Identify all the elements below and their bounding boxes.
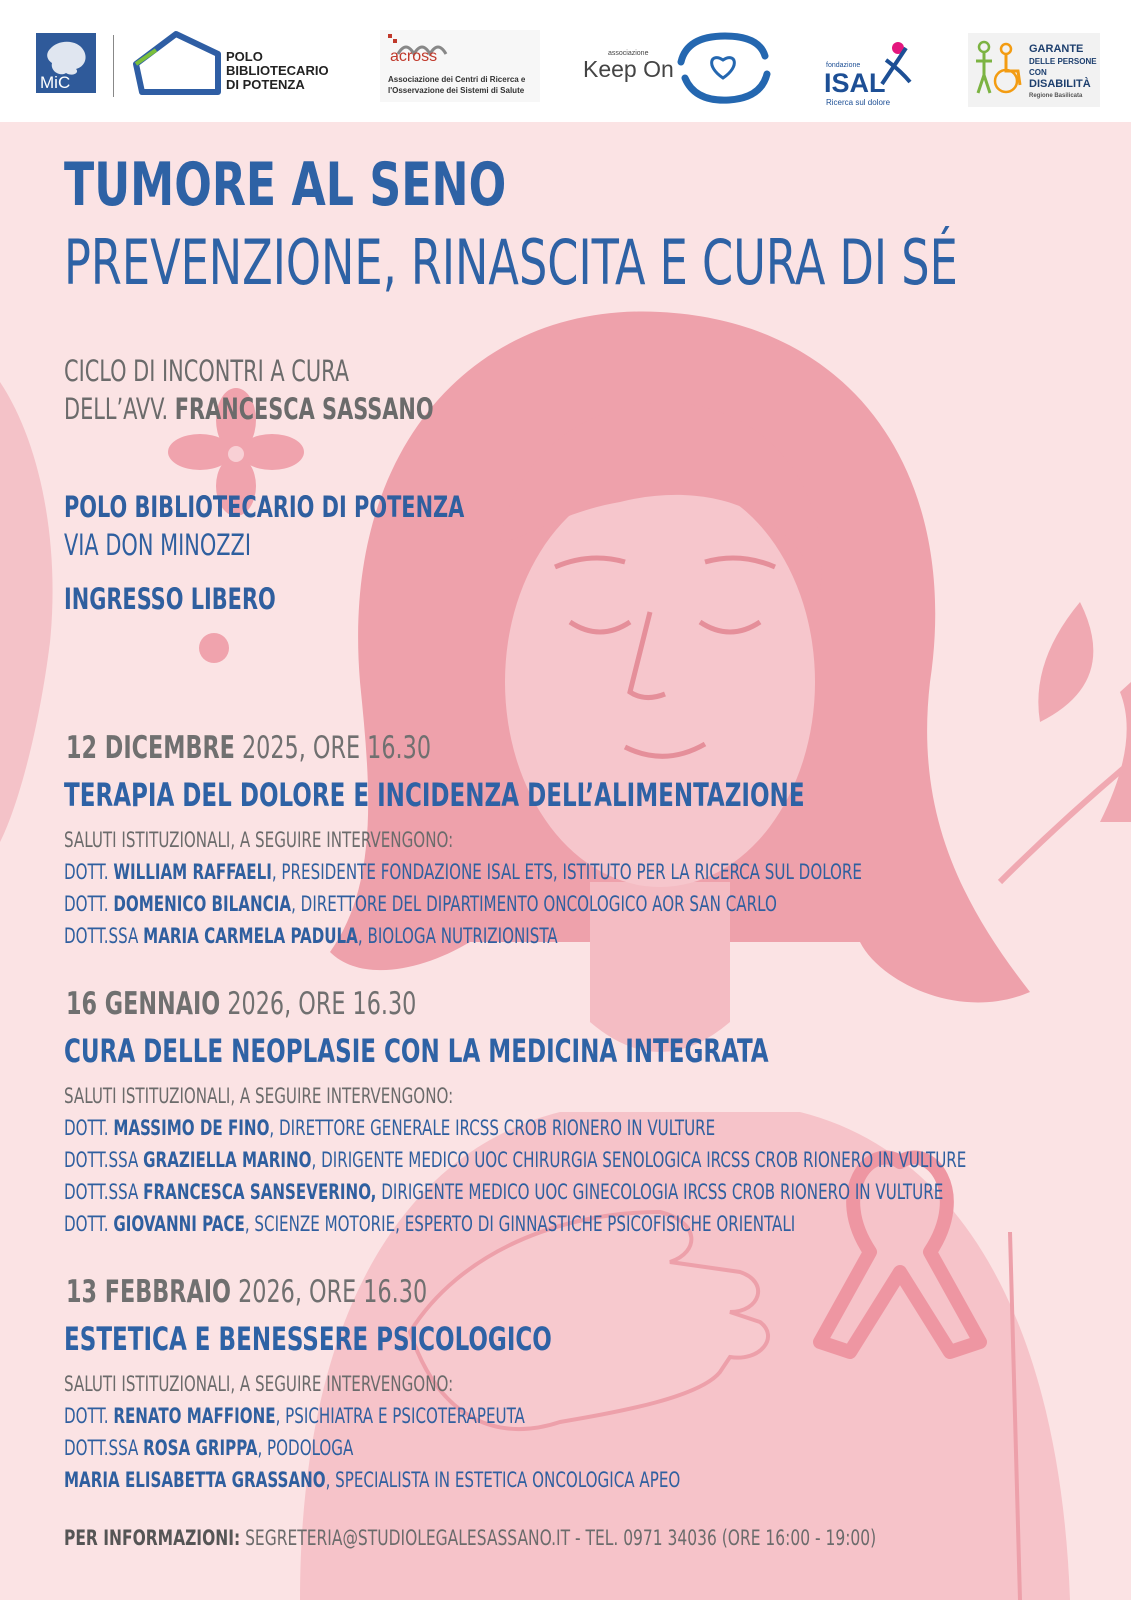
speaker-role: , DIRETTORE GENERALE IRCSS CROB RIONERO IN VULTURE xyxy=(269,1116,716,1140)
speaker-name: DOMENICO BILANCIA xyxy=(113,892,292,916)
speaker-role: , PRESIDENTE FONDAZIONE ISAL ETS, ISTITUTO PER LA RICERCA SUL DOLORE xyxy=(271,860,862,884)
venue-address: VIA DON MINOZZI xyxy=(64,528,252,562)
garante-line5: Regione Basilicata xyxy=(1029,93,1083,99)
speaker-row xyxy=(64,1180,943,1204)
keepon-small: associazione xyxy=(608,50,649,57)
contact-label: PER INFORMAZIONI: xyxy=(64,1526,241,1550)
speaker-role: DIRIGENTE MEDICO UOC GINECOLOGIA IRCSS CROB RIONERO IN VULTURE xyxy=(376,1180,944,1204)
speaker-role: , BIOLOGA NUTRIZIONISTA xyxy=(357,924,558,948)
isal-logo xyxy=(820,36,920,108)
event-date-day: 13 FEBBRAIO xyxy=(66,1274,232,1310)
logo-divider xyxy=(113,35,114,97)
flower-decoration xyxy=(168,388,304,663)
curator-name: FRANCESCA SASSANO xyxy=(174,392,434,426)
logo-bar xyxy=(0,0,1131,122)
across-desc-line1: Associazione dei Centri di Ricerca e xyxy=(388,75,526,84)
contact-info xyxy=(64,1526,876,1550)
polo-logo-line1: POLO xyxy=(226,49,263,64)
speaker-prefix: DOTT.SSA xyxy=(64,1180,144,1204)
keepon-name: Keep On xyxy=(583,56,674,82)
speaker-row xyxy=(64,1212,795,1236)
garante-logo xyxy=(968,33,1100,107)
mic-label: MiC xyxy=(40,73,71,92)
mic-logo xyxy=(36,33,96,93)
venue-name: POLO BIBLIOTECARIO DI POTENZA xyxy=(64,490,465,524)
face-shape xyxy=(505,477,815,887)
garante-line1: GARANTE xyxy=(1029,43,1084,55)
speaker-name: ROSA GRIPPA xyxy=(143,1436,258,1460)
speaker-prefix: DOTT.SSA xyxy=(64,1436,144,1460)
event-intro: SALUTI ISTITUZIONALI, A SEGUIRE INTERVENGONO: xyxy=(64,1084,454,1108)
speaker-role: , PODOLOGA xyxy=(257,1436,354,1460)
speaker-row xyxy=(64,1404,525,1428)
branch-decoration xyxy=(1000,602,1131,882)
poster xyxy=(0,122,1131,1600)
event-date-time: 2026, ORE 16.30 xyxy=(231,1274,428,1310)
speaker-role: , SCIENZE MOTORIE, ESPERTO DI GINNASTICHE PSICOFISICHE ORIENTALI xyxy=(244,1212,796,1236)
event-title: TERAPIA DEL DOLORE E INCIDENZA DELL’ALIMENTAZIONE xyxy=(64,776,805,814)
speaker-name: MASSIMO DE FINO xyxy=(113,1116,270,1140)
speaker-row xyxy=(64,1148,966,1172)
intro-line1: CICLO DI INCONTRI A CURA xyxy=(64,354,350,388)
across-name: across xyxy=(390,48,438,65)
event-date-day: 16 GENNAIO xyxy=(66,986,221,1022)
event-intro: SALUTI ISTITUZIONALI, A SEGUIRE INTERVENGONO: xyxy=(64,1372,454,1396)
speaker-prefix: DOTT. xyxy=(64,1116,114,1140)
speaker-role: , DIRETTORE DEL DIPARTIMENTO ONCOLOGICO AOR SAN CARLO xyxy=(291,892,777,916)
event-date-time: 2026, ORE 16.30 xyxy=(220,986,417,1022)
left-leaf-shape xyxy=(0,382,53,842)
speaker-row xyxy=(64,892,777,916)
disability-people-icon xyxy=(972,39,1028,99)
speaker-prefix: DOTT. xyxy=(64,1212,114,1236)
speaker-row xyxy=(64,860,862,884)
speaker-name: GRAZIELLA MARINO xyxy=(143,1148,312,1172)
speaker-name: FRANCESCA SANSEVERINO, xyxy=(143,1180,377,1204)
speaker-role: , DIRIGENTE MEDICO UOC CHIRURGIA SENOLOGICA IRCSS CROB RIONERO IN VULTURE xyxy=(311,1148,967,1172)
event-date-day: 12 DICEMBRE xyxy=(66,730,235,766)
speaker-name: MARIA ELISABETTA GRASSANO xyxy=(64,1468,326,1492)
speaker-role: , PSICHIATRA E PSICOTERAPEUTA xyxy=(275,1404,525,1428)
garante-line2: DELLE PERSONE xyxy=(1029,57,1097,66)
event-date xyxy=(66,1274,427,1310)
contact-text: SEGRETERIA@STUDIOLEGALESASSANO.IT - TEL. 0971 34036 (ORE 16:00 - 19:00) xyxy=(240,1526,877,1550)
speaker-name: GIOVANNI PACE xyxy=(113,1212,245,1236)
event-title: ESTETICA E BENESSERE PSICOLOGICO xyxy=(64,1320,552,1358)
isal-name: ISAL xyxy=(824,68,886,98)
garante-line3: CON xyxy=(1029,68,1047,77)
speaker-row xyxy=(64,924,558,948)
keepon-logo xyxy=(580,28,780,106)
speaker-row xyxy=(64,1468,680,1492)
event-date-time: 2025, ORE 16.30 xyxy=(234,730,432,766)
speaker-prefix: DOTT.SSA xyxy=(64,924,144,948)
main-subtitle: PREVENZIONE, RINASCITA E CURA DI SÉ xyxy=(64,226,958,299)
intro-prefix: DELL’AVV. xyxy=(64,392,175,426)
garante-line4: DISABILITÀ xyxy=(1029,78,1091,90)
across-logo xyxy=(380,30,540,102)
event-intro: SALUTI ISTITUZIONALI, A SEGUIRE INTERVENGONO: xyxy=(64,828,454,852)
speaker-prefix: DOTT. xyxy=(64,860,114,884)
polo-logo xyxy=(132,28,362,98)
speaker-prefix: DOTT. xyxy=(64,892,114,916)
across-desc-line2: l'Osservazione dei Sistemi di Salute xyxy=(388,86,525,95)
speaker-role: , SPECIALISTA IN ESTETICA ONCOLOGICA APEO xyxy=(325,1468,681,1492)
event-title: CURA DELLE NEOPLASIE CON LA MEDICINA INTEGRATA xyxy=(64,1032,769,1070)
polo-logo-line2: BIBLIOTECARIO xyxy=(226,63,329,78)
speaker-prefix: DOTT.SSA xyxy=(64,1148,144,1172)
event-date xyxy=(66,730,431,766)
event-date xyxy=(66,986,416,1022)
speaker-name: MARIA CARMELA PADULA xyxy=(143,924,358,948)
isal-small: fondazione xyxy=(826,62,861,69)
isal-tag: Ricerca sul dolore xyxy=(826,98,891,107)
main-title: TUMORE AL SENO xyxy=(64,150,507,220)
isal-x-icon xyxy=(876,36,916,86)
speaker-row xyxy=(64,1116,715,1140)
intro-line2 xyxy=(64,392,434,426)
heart-hands-icon xyxy=(675,28,775,106)
library-house-icon xyxy=(132,28,224,98)
polo-logo-line3: DI POTENZA xyxy=(226,77,305,92)
speaker-name: WILLIAM RAFFAELI xyxy=(113,860,272,884)
speaker-name: RENATO MAFFIONE xyxy=(113,1404,276,1428)
speaker-prefix: DOTT. xyxy=(64,1404,114,1428)
venue-entry: INGRESSO LIBERO xyxy=(64,582,276,616)
speaker-row xyxy=(64,1436,353,1460)
